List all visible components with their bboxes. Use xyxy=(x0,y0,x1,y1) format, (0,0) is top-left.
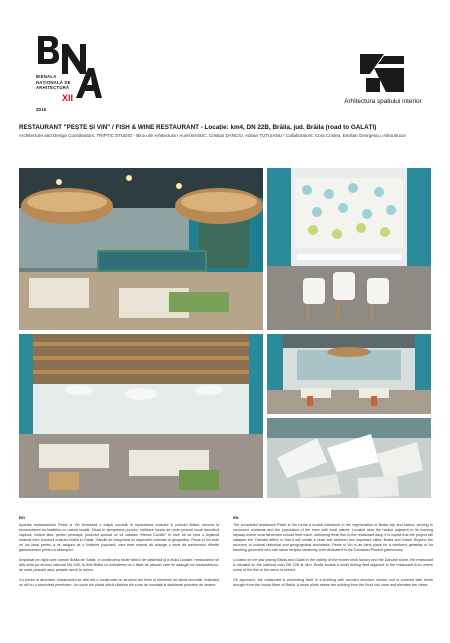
ro-paragraph: Cu privire la abordare, restaurantul se afla într-o construcție cu structuri din lemn și elemente de sticlă reciclată, realizând un stil cu o atmosferă primitoare. Un socle din piatră ridică clădirea din zona de inundații și stabilește punctele de vedere. xyxy=(19,578,219,587)
en-paragraph: On approach, the restaurant is presenting itself in a building with wooden structure whose roof is covered with reeds brought from the Insula Mare of Braila. A stone plinth raises the building from the flood risk zone and elevates the views. xyxy=(233,578,433,587)
photo-dining-hall-beams xyxy=(19,334,263,498)
lang-label-en: EN xyxy=(233,515,239,520)
description-en xyxy=(233,515,433,593)
en-paragraph: Located on the jaw paving Braila and Galati in the vicinity of the former brick factory and the Danube shore, the restaurant is situated on the national road DN 22B at 4km. Braila boasts a small fishing fleet adjacent to the restaurant from where some of the fish in the menu is served. xyxy=(233,558,433,572)
ro-paragraph: Apariția restaurantului Pește și Vin fermează o etapă crucială în reparativea orasului si portului Brăila, servind la reconectarea sa tradițiilor cu natura locală. Situat în apropierea portului, edificare locala de unde pescari locali descărcă captura, limitrul ales, pentru pescapă, proiectul special ce va cataliza "efectul Dunării" în care că va crea o legătură strânsă între locuitorii orașului Brăila și Galați. Gânditi de integrarea cu aspectele culturale și geografice, Pește și Vin este un loc ideal pentru a se asigura de o întâlnire populară, care este marcat să adauge o serie de sanhecelor diferite gastronomice pentru a descoperi. xyxy=(19,523,219,552)
project-title: RESTAURANT "PEȘTE ȘI VIN" / FISH & WINE RESTAURANT - Locație: km4, DN 22B, Brăila, jud. Brăila (road to GALAȚI) xyxy=(19,124,377,131)
bna-year: 2016 xyxy=(36,107,47,112)
bna-caption: BIENALA NAȚIONALĂ DE ARHITECTURĂ xyxy=(36,74,71,91)
bna-edition: XII xyxy=(62,93,74,103)
interior-architecture-logo-icon xyxy=(356,52,408,94)
project-credits: Architecture and Design Coordinators: TRIPTIC STUDIO - Birou de Arhitectura / Aurel BASUC, Cristian DANCIU, Adrian ȚUȚUIANU / Collaborators: Cora Cristea, Emilian Georgescu, Alina Bucur xyxy=(19,133,407,138)
description-ro xyxy=(19,515,219,593)
photo-ceiling-panels xyxy=(267,418,431,498)
lang-label-ro: RO xyxy=(19,515,25,520)
photo-restaurant-view xyxy=(267,334,431,414)
en-paragraph: The completed restaurant Peste si Vin forms a crucial milestone in the regeneration of Braila city and harbor, serving to reconnect residents and the population of the town with local values. Located near the harbor adjacent to its working slipway where local fishermen unload their catch, delivering fresh fish to the restaurant daily, it is hoped that the project will catalyse the 'Danube effect' in that it will create a close link between two important cities: Braila and Galati. Beyond the recovery of cultural historical and geographical landmarks, Peste si Vin is an ideal place for a weekend getaway or for traveling gourmets who can savor recipes creatively chef dedicated to the Danubian Piscine gastronomy. xyxy=(233,523,433,552)
ro-paragraph: Amplasat pe digul care unește Brăila de Galați, în construirea fostei fabrici de cărămidă și a râului Dunăre, restaurantul se află chiar pe drumul național DN 22B, la limit Brăila cu extinderea ca o fâșie de pescari care se adaugă noi restaurantului, de unde pescarii aduc peștele servit la meniu. xyxy=(19,558,219,572)
photo-dining-white-chairs xyxy=(267,168,431,330)
category-label: Arhitectura spatiului interior xyxy=(344,98,422,105)
photo-interior-aquarium xyxy=(19,168,263,330)
